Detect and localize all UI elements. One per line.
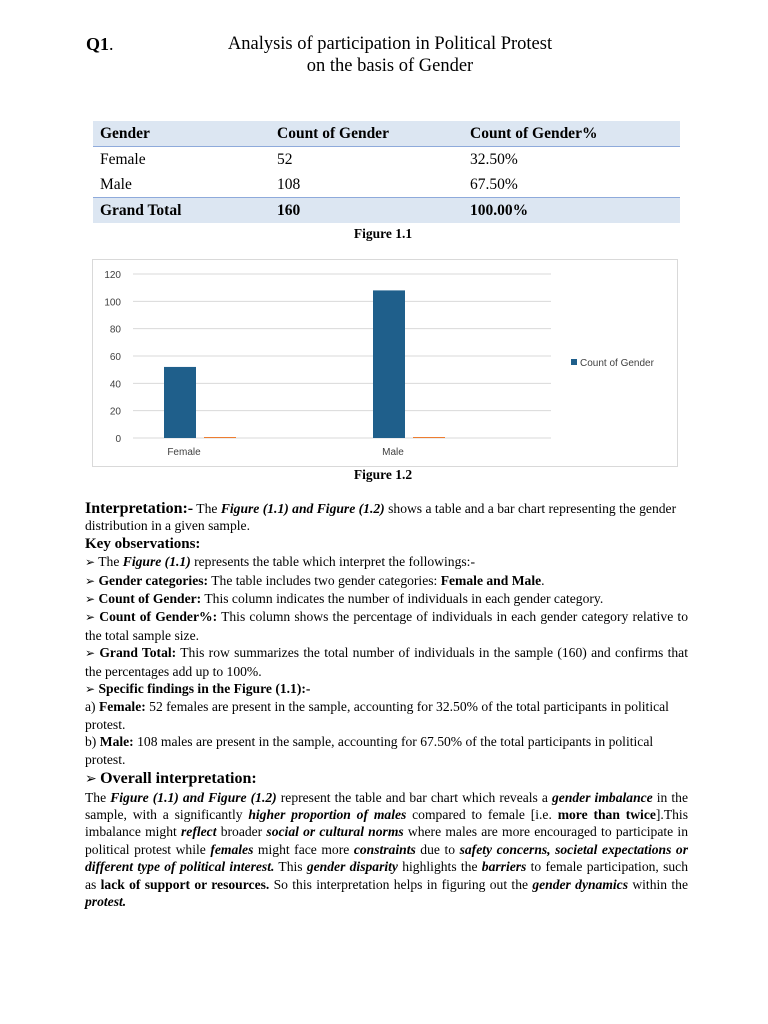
bar (373, 290, 405, 438)
finding-female: a) Female: 52 females are present in the sample, accounting for 32.50% of the total participants in political protest. (85, 699, 669, 732)
arrow-bullet-icon: ➢ (85, 555, 96, 570)
title-line-1: Analysis of participation in Political Protest (227, 34, 553, 54)
observation-item: ➢ Gender categories: The table includes two gender categories: Female and Male. (85, 572, 545, 588)
cell-percent: 67.50% (470, 175, 518, 193)
cell-gender: Male (100, 175, 132, 193)
table-row (93, 172, 680, 198)
key-observations-heading: Key observations: (85, 535, 201, 552)
interpretation-paragraph: Interpretation:- The Figure (1.1) and Figure (1.2) shows a table and a bar chart representing the gender distribution in a given sample. (85, 500, 677, 534)
y-tick-label: 80 (109, 324, 121, 336)
specific-findings-heading: ➢ Specific findings in the Figure (1.1):- (85, 681, 311, 697)
y-tick-label: 60 (109, 352, 121, 363)
table-row (93, 147, 680, 173)
figure-1-2-caption: Figure 1.2 (353, 467, 413, 482)
table-header-row (93, 121, 680, 147)
observation-item: ➢ Count of Gender: This column indicates the number of individuals in each gender category. (85, 591, 604, 607)
arrow-bullet-icon: ➢ (85, 573, 96, 588)
finding-male: b) Male: 108 males are present in the sample, accounting for 67.50% of the total participants in political protest. (85, 734, 654, 767)
observation-item: ➢ Count of Gender%: This column shows the percentage of individuals in each gender category relative to the total sample size. (85, 609, 688, 643)
gender-table (93, 121, 680, 223)
observation-item: ➢ Grand Total: This row summarizes the total number of individuals in the sample (160) and confirms that the percentages add up to 100%. (85, 645, 688, 679)
cell-total-percent: 100.00% (463, 198, 680, 224)
overall-paragraph: The Figure (1.1) and Figure (1.2) represent the table and bar chart which reveals a gender imbalance in the sample, with a significantly higher proportion of males compared to female [i.e. more than twice].This imbalance might reflect broader social or cultural norms where males are more encouraged to participate in political protest while females might face more constraints due to safety concerns, societal expectations or different type of political interest. This gender disparity highlights the barriers to female participation, such as lack of support or resources. So this interpretation helps in figuring out the gender dynamics within the protest. (85, 789, 689, 909)
observation-item: ➢ The Figure (1.1) represents the table which interpret the followings:- (85, 554, 475, 570)
col-header-gender: Gender (93, 121, 270, 147)
arrow-bullet-icon: ➢ (85, 592, 96, 607)
cell-percent: 32.50% (470, 150, 518, 168)
bar (164, 367, 196, 438)
arrow-bullet-icon: ➢ (85, 771, 97, 788)
legend-swatch (571, 359, 577, 365)
cell-total-label: Grand Total (93, 198, 270, 224)
col-header-percent: Count of Gender% (463, 121, 680, 147)
bar-chart (93, 260, 677, 466)
chart-container (92, 259, 678, 467)
cell-count: 52 (277, 150, 293, 168)
title-line-2: on the basis of Gender (306, 56, 474, 76)
bar (413, 437, 445, 438)
page-title (150, 33, 630, 77)
legend-label: Count of Gender (580, 358, 654, 369)
table-total-row (93, 198, 680, 224)
y-tick-label: 0 (115, 434, 121, 445)
col-header-count: Count of Gender (270, 121, 463, 147)
arrow-bullet-icon: ➢ (85, 610, 96, 625)
arrow-bullet-icon: ➢ (85, 682, 96, 697)
x-tick-label: Male (382, 447, 404, 458)
figure-1-1-caption: Figure 1.1 (353, 226, 413, 241)
question-number: Q1. (86, 34, 114, 54)
cell-gender: Female (100, 150, 146, 168)
cell-count: 108 (277, 175, 301, 193)
overall-heading: ➢ Overall interpretation: (85, 770, 257, 788)
arrow-bullet-icon: ➢ (85, 646, 96, 661)
y-tick-label: 120 (104, 270, 121, 281)
y-tick-label: 40 (109, 379, 121, 391)
bar (204, 437, 236, 438)
y-tick-label: 20 (109, 406, 121, 418)
y-tick-label: 100 (104, 297, 121, 309)
cell-total-count: 160 (270, 198, 463, 224)
x-tick-label: Female (167, 447, 201, 458)
interpretation-section (85, 500, 688, 910)
